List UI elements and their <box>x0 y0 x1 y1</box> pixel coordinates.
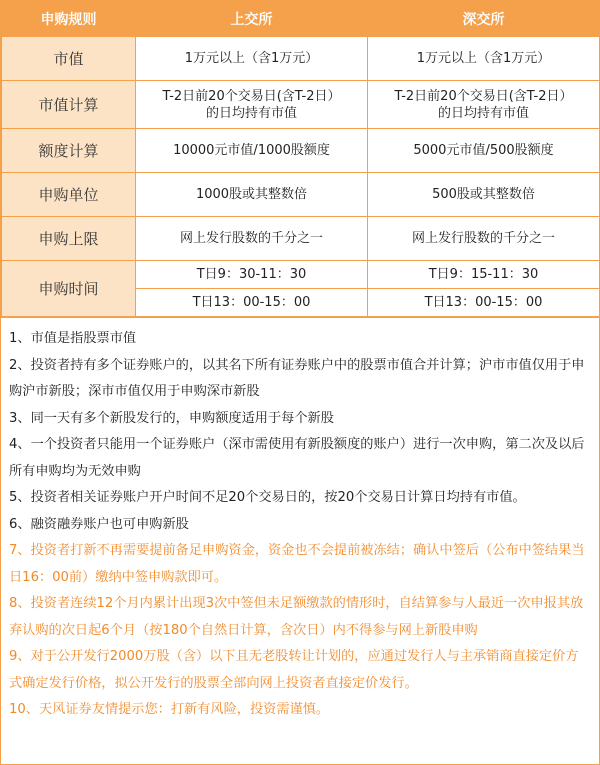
table-row <box>2 261 600 289</box>
note-item: 6、融资融券账户也可申购新股 <box>9 516 189 532</box>
header-sse: 上交所 <box>136 2 368 37</box>
note-item: 5、投资者相关证券账户开户时间不足20个交易日的，按20个交易日计算日均持有市值。 <box>9 490 526 505</box>
header-rule: 申购规则 <box>2 2 136 37</box>
cell-sse: 网上发行股数的千分之一 <box>136 217 368 261</box>
note-item: 4、一个投资者只能用一个证券账户（深市需使用有新股额度的账户）进行一次申购，第二次及以后所有申购均为无效申购 <box>9 437 585 479</box>
cell-line: 的日均持有市值 <box>205 105 297 121</box>
row-label: 市值 <box>2 37 136 81</box>
row-label: 申购单位 <box>2 173 136 217</box>
note-item-highlight: 8、投资者连续12个月内累计出现3次中签但未足额缴款的情形时，自结算参与人最近一次申报其放弃认购的次日起6个月（按180个自然日计算，含次日）内不得参与网上新股申购 <box>9 596 584 638</box>
row-label: 市值计算 <box>2 81 136 129</box>
cell-line: T-2日前20个交易日(含T-2日） <box>162 88 341 104</box>
cell-szse: 500股或其整数倍 <box>368 173 600 217</box>
cell-szse-pm: T日13：00-15：00 <box>368 289 600 317</box>
header-szse: 深交所 <box>368 2 600 37</box>
table-row <box>2 173 600 217</box>
cell-sse <box>136 81 368 129</box>
cell-szse: 5000元市值/500股额度 <box>368 129 600 173</box>
note-item-highlight: 7、投资者打新不再需要提前备足申购资金，资金也不会提前被冻结；确认中签后（公布中签结果当日16：00前）缴纳中签申购款即可。 <box>9 543 585 585</box>
note-item: 3、同一天有多个新股发行的，申购额度适用于每个新股 <box>9 410 334 426</box>
cell-szse: 1万元以上（含1万元） <box>368 37 600 81</box>
table-row <box>2 81 600 129</box>
cell-sse-pm: T日13：00-15：00 <box>136 289 368 317</box>
note-item-highlight: 10、天风证券友情提示您：打新有风险，投资需谨慎。 <box>9 702 330 717</box>
cell-sse: 10000元市值/1000股额度 <box>136 129 368 173</box>
table-row <box>2 217 600 261</box>
cell-sse-am: T日9：30-11：30 <box>136 261 368 289</box>
row-label: 申购上限 <box>2 217 136 261</box>
cell-sse: 1万元以上（含1万元） <box>136 37 368 81</box>
cell-sse: 1000股或其整数倍 <box>136 173 368 217</box>
cell-szse-am: T日9：15-11：30 <box>368 261 600 289</box>
note-item: 1、市值是指股票市值 <box>9 331 137 346</box>
row-label: 额度计算 <box>2 129 136 173</box>
table-row <box>2 37 600 81</box>
row-label: 申购时间 <box>2 261 136 317</box>
cell-line: T-2日前20个交易日(含T-2日） <box>394 88 573 104</box>
cell-line: 的日均持有市值 <box>437 105 529 121</box>
notes-section <box>1 317 599 724</box>
note-item: 2、投资者持有多个证券账户的，以其名下所有证券账户中的股票市值合并计算；沪市市值仅用于申购沪市新股；深市市值仅用于申购深市新股 <box>9 357 585 399</box>
note-item-highlight: 9、对于公开发行2000万股（含）以下且无老股转让计划的，应通过发行人与主承销商直接定价方式确定发行价格，拟公开发行的股票全部向网上投资者直接定价发行。 <box>9 649 579 691</box>
table-header-row <box>2 2 600 37</box>
table-row <box>2 129 600 173</box>
cell-szse: 网上发行股数的千分之一 <box>368 217 600 261</box>
cell-szse <box>368 81 600 129</box>
rules-table <box>1 1 600 317</box>
